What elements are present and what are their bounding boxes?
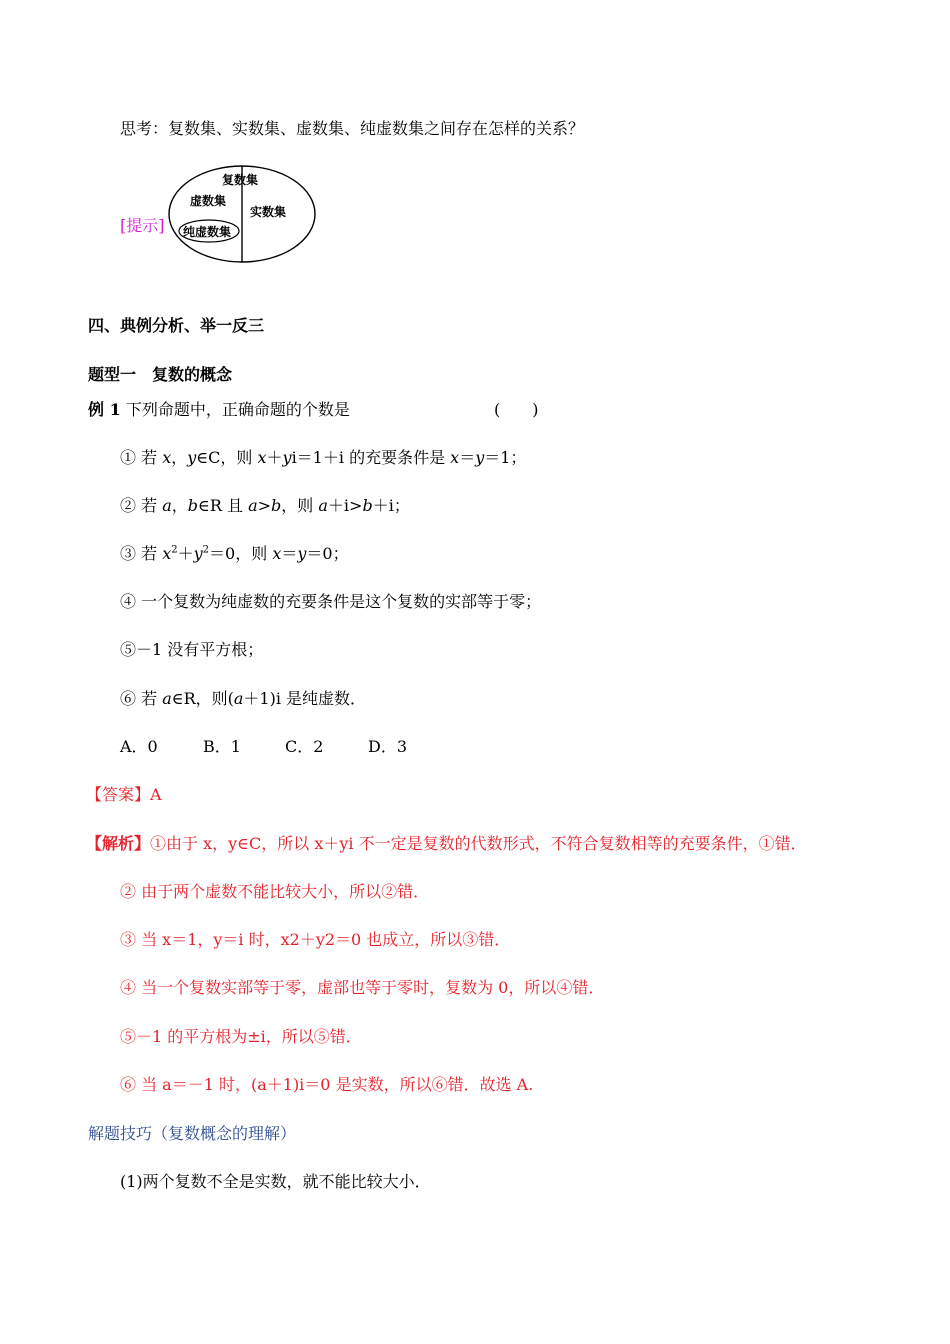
set-relation-diagram xyxy=(166,164,318,268)
statement-4: ④ 一个复数为纯虚数的充要条件是这个复数的实部等于零； xyxy=(120,592,542,611)
statement-5: ⑤－1 没有平方根； xyxy=(120,640,264,659)
option-c: C．2 xyxy=(285,737,324,756)
analysis-label: 【解析】 xyxy=(86,834,151,853)
example-question: 下列命题中，正确命题的个数是 xyxy=(125,400,350,419)
statement-6: ⑥ 若 a∈R，则(a＋1)i 是纯虚数． xyxy=(120,689,367,708)
statement-3: ③ 若 $x^2+y^2=0$，则 x＝y＝0； xyxy=(120,544,349,563)
section-title: 四、典例分析、举一反三 xyxy=(88,316,265,335)
analysis-line-3: ③ 当 x＝1，y＝i 时，x2＋y2＝0 也成立，所以③错． xyxy=(120,930,511,949)
complex-set-label: 复数集 xyxy=(222,173,259,187)
tips-title: 解题技巧（复数概念的理解） xyxy=(88,1124,297,1143)
option-d: D．3 xyxy=(368,737,408,756)
think-question: 思考：复数集、实数集、虚数集、纯虚数集之间存在怎样的关系？ xyxy=(120,119,585,138)
analysis-line-4: ④ 当一个复数实部等于零，虚部也等于零时，复数为 0，所以④错． xyxy=(120,978,605,997)
example-label: 例 1 xyxy=(88,400,121,419)
analysis-line-2: ② 由于两个虚数不能比较大小，所以②错． xyxy=(120,882,430,901)
analysis-line-1: 【解析】①由于 x，y∈C，所以 x＋yi 不一定是复数的代数形式，不符合复数相等的充要条件，①错． xyxy=(86,834,807,853)
analysis-line-6: ⑥ 当 a＝－1 时，(a＋1)i＝0 是实数，所以⑥错．故选 A. xyxy=(120,1075,534,1094)
imaginary-set-label: 虚数集 xyxy=(190,194,227,208)
type-title: 题型一 复数的概念 xyxy=(88,365,233,384)
statement-2: ② 若 a，b∈R 且 a>b，则 a＋i>b＋i； xyxy=(120,496,410,515)
option-a: A．0 xyxy=(120,737,158,756)
tip-1: (1)两个复数不全是实数，就不能比较大小． xyxy=(120,1172,431,1191)
hint-label: [提示] xyxy=(120,216,165,235)
example-stem xyxy=(88,400,350,420)
answer: 【答案】A xyxy=(86,785,162,804)
answer-paren: ( ) xyxy=(494,400,539,419)
real-set-label: 实数集 xyxy=(250,205,287,219)
option-b: B．1 xyxy=(203,737,241,756)
statement-1: ① 若 x，y∈C，则 x＋yi＝1＋i 的充要条件是 x＝y＝1； xyxy=(120,448,527,467)
pure-imaginary-set-label: 纯虚数集 xyxy=(183,225,232,239)
analysis-line-5: ⑤－1 的平方根为±i，所以⑤错． xyxy=(120,1027,362,1046)
